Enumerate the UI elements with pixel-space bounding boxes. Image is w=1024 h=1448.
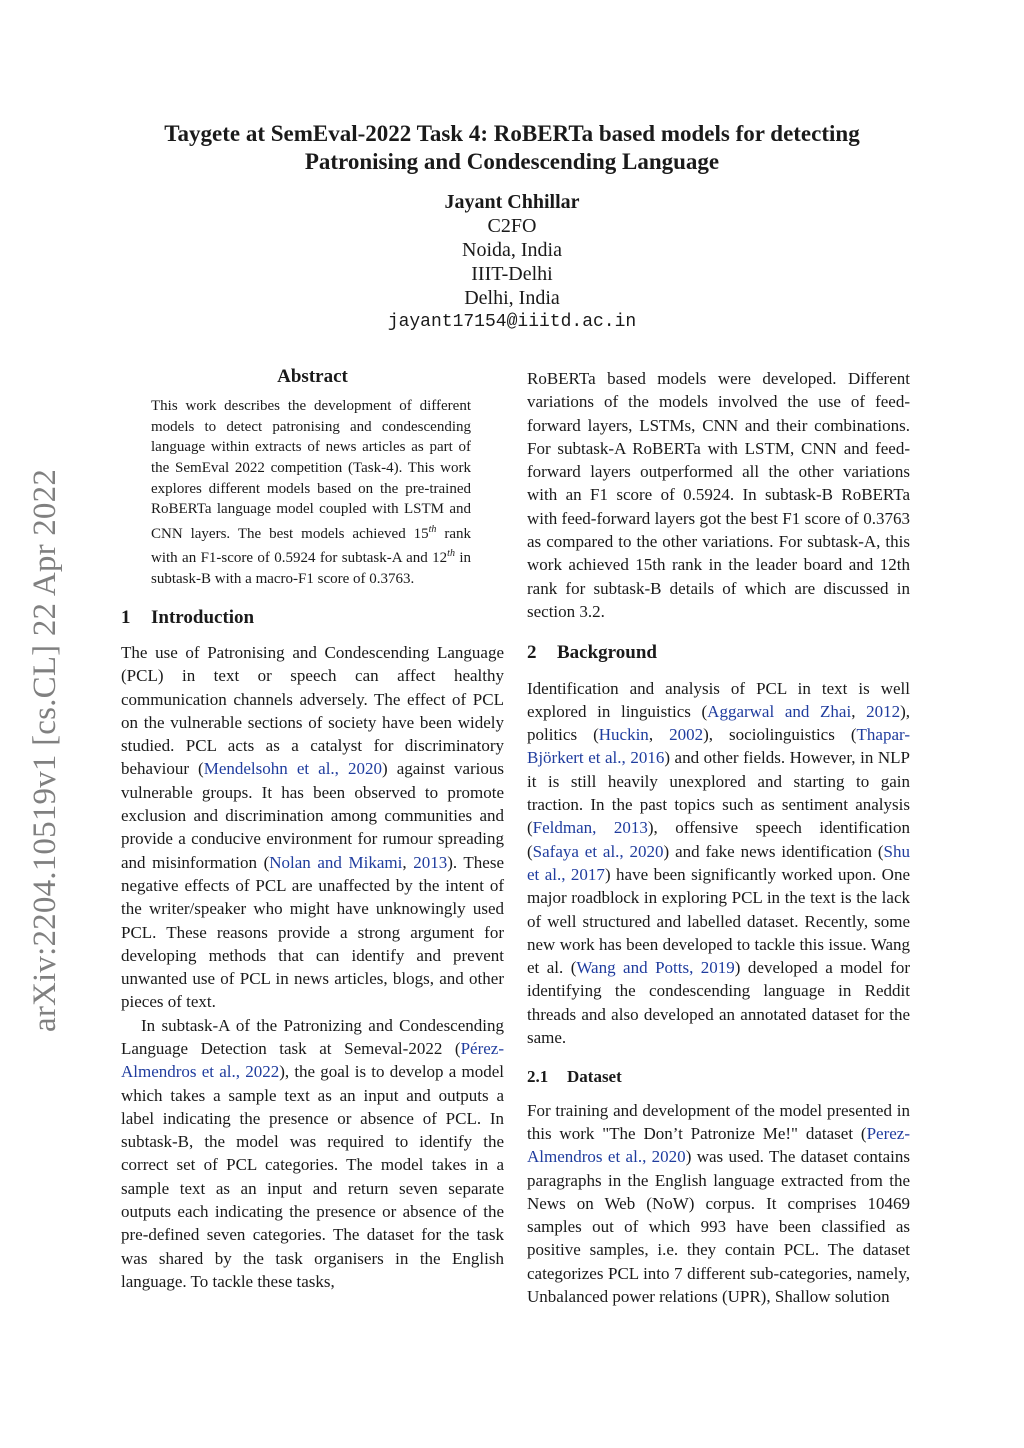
left-column (121, 365, 504, 1293)
arxiv-identifier: arXiv:2204.10519v1 [cs.CL] 22 Apr 2022 (27, 468, 64, 1032)
citation-link[interactable]: 2013 (413, 852, 448, 872)
citation-link[interactable]: Nolan and Mikami (269, 852, 403, 872)
author-location-2: Delhi, India (464, 287, 560, 309)
right-column (527, 367, 910, 1308)
abstract-text: This work describes the development of different models to detect patronising and condescending language within extracts of news articles as part of the SemEval 2022 competition (Task-4). This work explores different models based on the pre-trained RoBERTa language model coupled with LSTM and CNN layers. The best models achieved 15th rank with an F1-score of 0.5924 for subtask-A and 12th in subtask-B with a macro-F1 score of 0.3763. (151, 398, 472, 588)
citation-link[interactable]: Pérez-Almendros et al., 2022 (121, 1038, 504, 1082)
dataset-paragraph: For training and development of the model presented in this work "The Don’t Patronize Me!" dataset (Perez-Almendros et al., 2020) was used. The dataset contains paragraphs in the English language extracted from the News on Web (NoW) corpus. It comprises 10469 samples out of which 993 have been classified as positive samples, i.e. they contain PCL. The dataset categorizes PCL into 7 different sub-categories, namely, Unbalanced power relations (UPR), Shallow solution (527, 1100, 910, 1306)
arxiv-sidebar (18, 450, 74, 1050)
citation-link[interactable]: 2002 (669, 725, 704, 745)
citation-link[interactable]: Feldman, 2013 (532, 818, 648, 838)
citation-link[interactable]: Shu et al., 2017 (527, 841, 910, 884)
citation-link[interactable]: Huckin (598, 725, 649, 745)
intro-paragraph-2: In subtask-A of the Patronizing and Condescending Language Detection task at Semeval-2022 (Pérez-Almendros et al., 2022), the goal is to develop a model which takes a sample text as an input and outputs a label indicating the presence or absence of PCL. In subtask-B, the model was required to identify the correct set of PCL categories. The model takes in a sample text as an input and return seven separate outputs each indicating the presence or absence of the pre-defined seven categories. The dataset for the task was shared by the task organisers in the English language. To tackle these tasks, (121, 1015, 504, 1291)
citation-link[interactable]: Safaya et al., 2020 (532, 841, 664, 861)
section-heading-background: 2 Background (527, 642, 657, 664)
author-affiliation-2: IIIT-Delhi (471, 263, 553, 285)
citation-link[interactable]: Thapar-Björkert et al., 2016 (527, 725, 911, 768)
author-block (200, 190, 824, 334)
background-paragraph: Identification and analysis of PCL in text is well explored in linguistics (Aggarwal and Zhai, 2012), politics (Huckin, 2002), sociolinguistics (Thapar-Björkert et al., 2016) and other fields. However, in NLP it is still heavily unexplored and starting to gain traction. In the past topics such as sentiment analysis (Feldman, 2013), offensive speech identification (Safaya et al., 2020) and fake news identification (Shu et al., 2017) have been significantly worked upon. One major roadblock in exploring PCL in the text is the lack of well structured and labelled dataset. Recently, some new work has been developed to tackle this issue. Wang et al. (Wang and Potts, 2019) developed a model for identifying the condescending language in Reddit threads and also developed an annotated dataset for the same. (527, 678, 911, 1048)
citation-link[interactable]: Aggarwal and Zhai (707, 701, 852, 721)
citation-link[interactable]: 2012 (866, 701, 901, 721)
intro-paragraph-2-continued: RoBERTa based models were developed. Different variations of the models involved the use of feed-forward layers, LSTMs, CNN and their combinations. For subtask-A RoBERTa with LSTM, CNN and feed-forward layers outperformed all the other variations with an F1 score of 0.5924. In subtask-B RoBERTa with feed-forward layers got the best F1 score of 0.3763 as compared to the other variations. For subtask-A, this work achieved 15th rank in the leader board and 12th rank for subtask-B details of which are discussed in section 3.2. (527, 369, 910, 621)
author-affiliation-1: C2FO (487, 215, 537, 237)
citation-link[interactable]: Perez-Almendros et al., 2020 (527, 1123, 910, 1167)
paper-title (100, 120, 924, 176)
title-line-2: Patronising and Condescending Language (304, 149, 720, 174)
title-line-1: Taygete at SemEval-2022 Task 4: RoBERTa based models for detecting (164, 121, 860, 146)
author-email[interactable]: jayant17154@iiitd.ac.in (387, 312, 637, 332)
section-heading-introduction: 1 Introduction (121, 606, 255, 628)
citation-link[interactable]: Wang and Potts, 2019 (576, 958, 735, 978)
intro-paragraph-1: The use of Patronising and Condescending Language (PCL) in text or speech can affect healthy communication channels adversely. The effect of PCL on the vulnerable sections of society have been widely studied. PCL acts as a catalyst for discriminatory behaviour (Mendelsohn et al., 2020) against various vulnerable groups. It has been observed to promote exclusion and discrimination among communities and provide a conducive environment for rumour spreading and misinformation (Nolan and Mikami, 2013). These negative effects of PCL are unaffected by the intent of the writer/speaker who might have unknowingly used PCL. These reasons provide a strong argument for developing methods that can identify and prevent unwanted use of PCL in news articles, blogs, and other pieces of text. (121, 642, 505, 1012)
subsection-heading-dataset: 2.1 Dataset (527, 1067, 622, 1087)
citation-link[interactable]: Mendelsohn et al., 2020 (203, 759, 383, 779)
author-name: Jayant Chhillar (444, 191, 580, 213)
abstract-heading: Abstract (277, 366, 348, 387)
author-location-1: Noida, India (462, 239, 562, 261)
